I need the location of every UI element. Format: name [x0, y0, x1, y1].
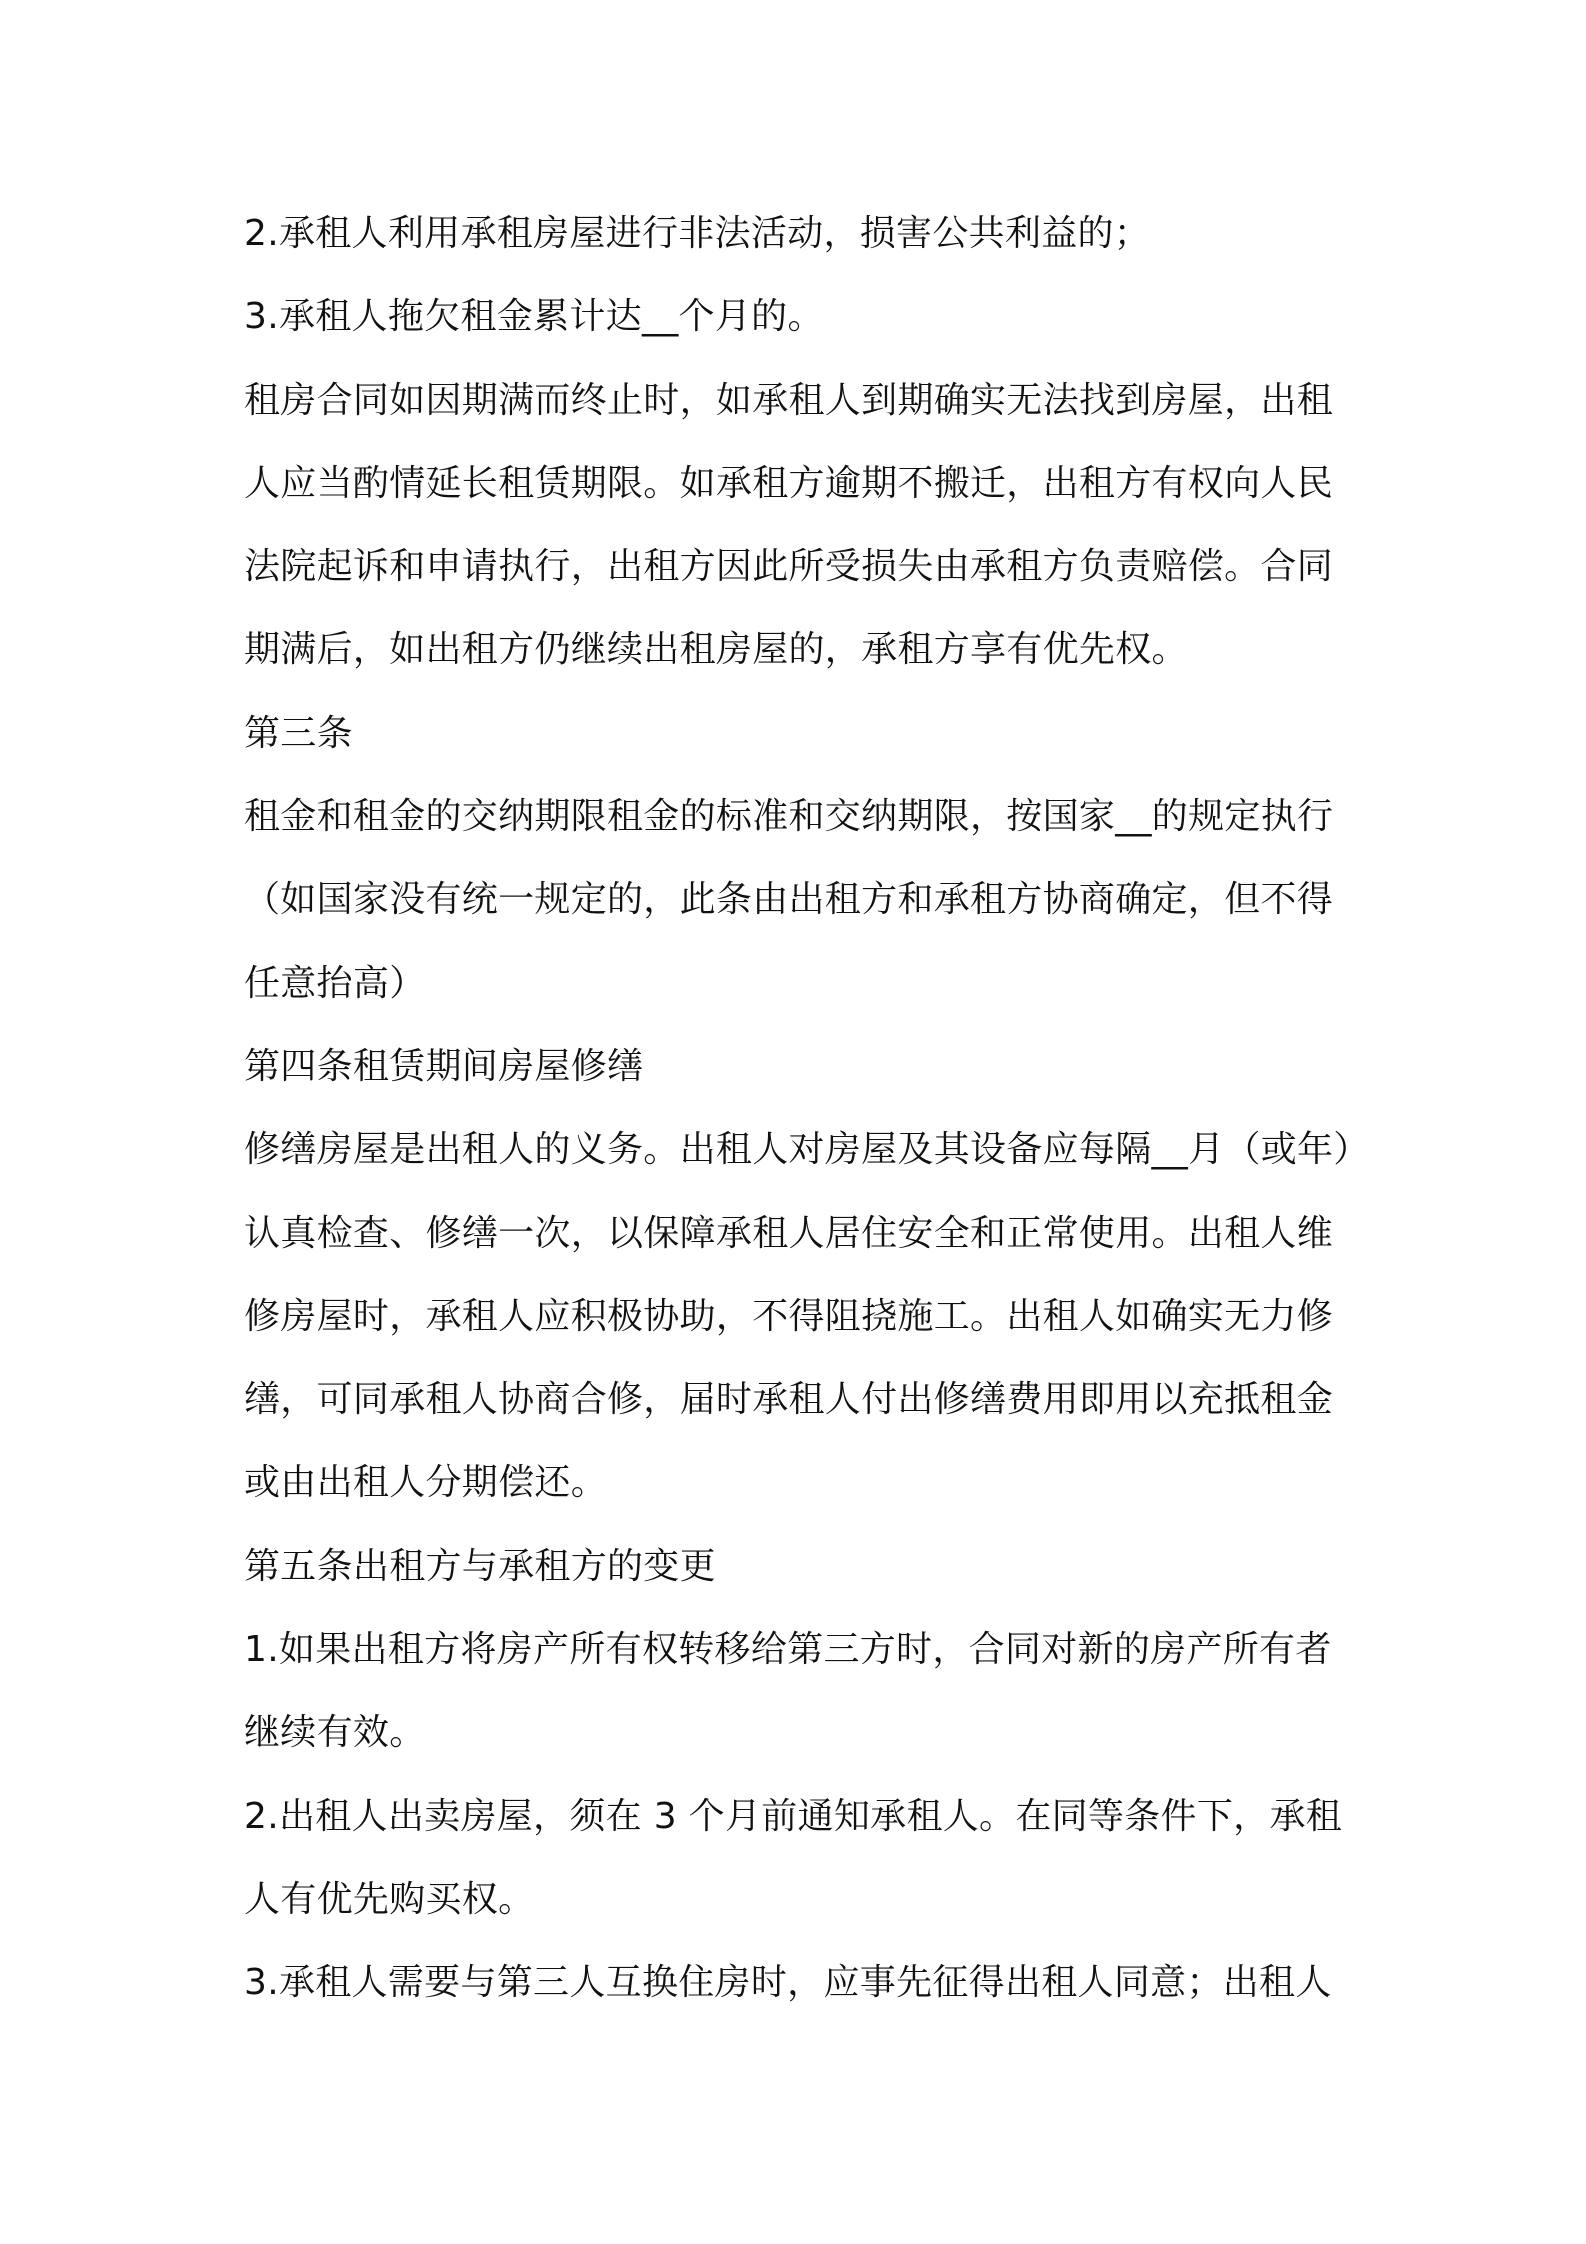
text-line: （如国家没有统一规定的，此条由出租方和承租方协商确定，但不得 [244, 879, 1334, 921]
text-line: 3.承租人需要与第三人互换住房时，应事先征得出租人同意；出租人 [244, 1962, 1332, 2004]
text-line: 人应当酌情延长租赁期限。如承租方逾期不搬迁，出租方有权向人民 [244, 462, 1334, 504]
document-body [244, 192, 1370, 2025]
text-line: 2.承租人利用承租房屋进行非法活动，损害公共利益的； [244, 213, 1151, 254]
text-line: 认真检查、修缮一次，以保障承租人居住安全和正常使用。出租人维 [244, 1212, 1334, 1254]
text-line: 继续有效。 [244, 1712, 426, 1754]
text-line: 1.如果出租方将房产所有权转移给第三方时，合同对新的房产所有者 [244, 1629, 1332, 1671]
text-line: 修房屋时，承租人应积极协助，不得阻挠施工。出租人如确实无力修 [244, 1295, 1334, 1337]
text-line: 缮，可同承租人协商合修，届时承租人付出修缮费用即用以充抵租金 [244, 1379, 1334, 1421]
text-line: 或由出租人分期偿还。 [244, 1462, 608, 1504]
text-line: 期满后，如出租方仍继续出租房屋的，承租方享有优先权。 [244, 629, 1188, 671]
text-line: 人有优先购买权。 [244, 1878, 535, 1920]
text-line: 法院起诉和申请执行，出租方因此所受损失由承租方负责赔偿。合同 [244, 546, 1334, 588]
text-line: 租金和租金的交纳期限租金的标准和交纳期限，按国家__的规定执行 [244, 796, 1334, 838]
section-heading: 第五条出租方与承租方的变更 [244, 1545, 716, 1587]
text-line: 3.承租人拖欠租金累计达__个月的。 [244, 296, 824, 338]
text-line: 任意抬高） [244, 962, 426, 1004]
text-line: 租房合同如因期满而终止时，如承租人到期确实无法找到房屋，出租 [244, 379, 1334, 421]
text-line: 2.出租人出卖房屋，须在 3 个月前通知承租人。在同等条件下，承租 [244, 1795, 1343, 1837]
text-line: 修缮房屋是出租人的义务。出租人对房屋及其设备应每隔__月（或年） [244, 1129, 1370, 1171]
section-heading: 第三条 [244, 712, 353, 754]
section-heading: 第四条租赁期间房屋修缮 [244, 1045, 644, 1087]
